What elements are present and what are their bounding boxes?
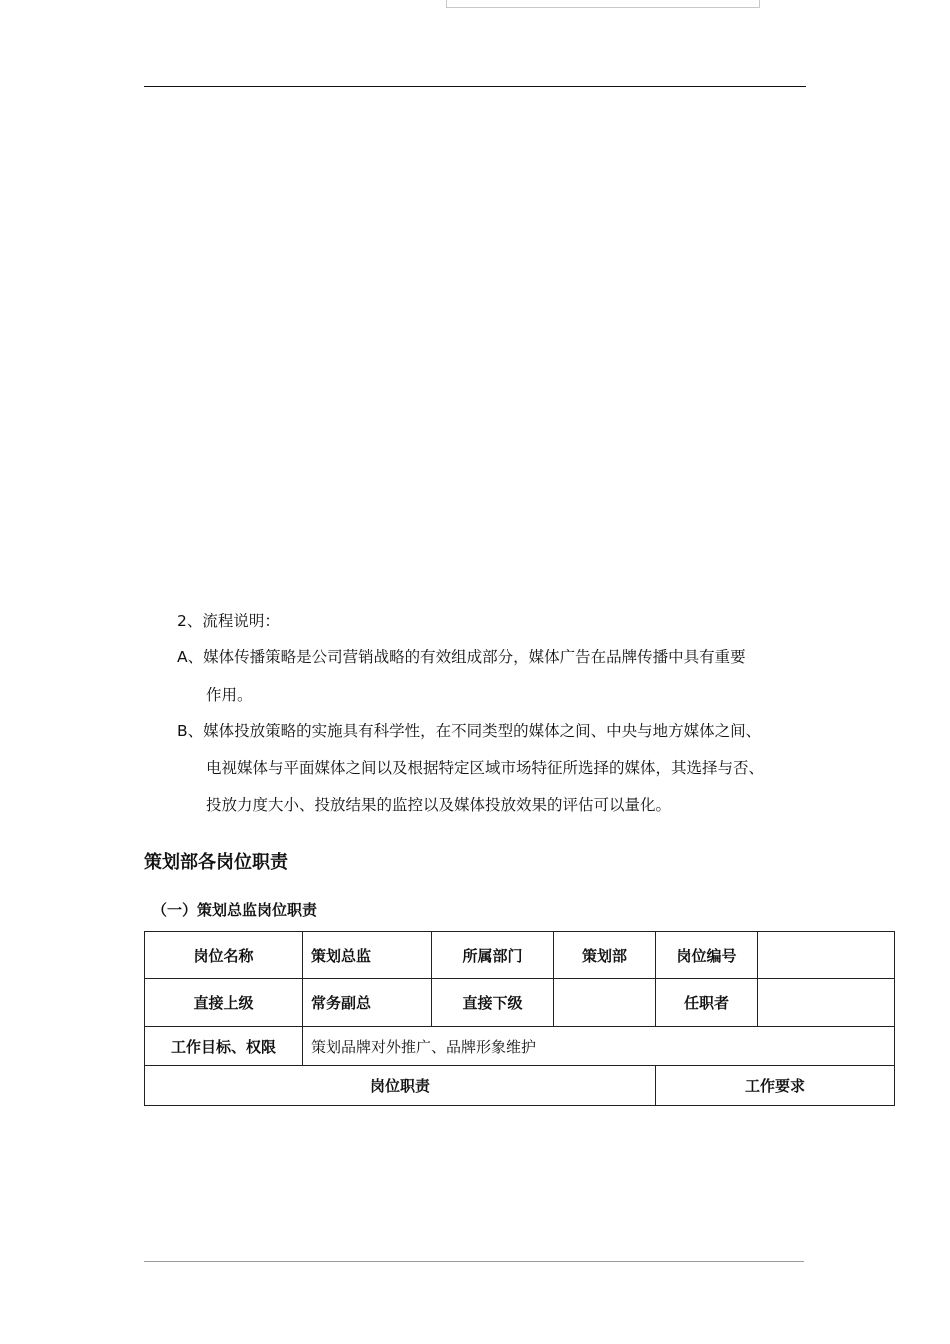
- cell-incumbent-value: [758, 979, 895, 1027]
- process-item-b-line2: 电视媒体与平面媒体之间以及根据特定区域市场特征所选择的媒体，其选择与否、: [206, 759, 765, 777]
- process-heading: 2、流程说明：: [177, 612, 280, 630]
- cell-incumbent-label: 任职者: [656, 979, 758, 1027]
- section-title: 策划部各岗位职责: [144, 852, 288, 873]
- table-row: [145, 932, 895, 979]
- cell-supervisor-value: 常务副总: [303, 979, 432, 1027]
- cell-goals-label: 工作目标、权限: [145, 1027, 303, 1066]
- header-rule: [144, 86, 806, 87]
- footer-rule: [144, 1261, 804, 1262]
- sub-title: （一）策划总监岗位职责: [152, 901, 318, 919]
- table-row: [145, 979, 895, 1027]
- cell-position-name-label: 岗位名称: [145, 932, 303, 979]
- job-duty-table: [144, 931, 895, 1106]
- cell-requirements-header: 工作要求: [656, 1066, 895, 1106]
- header-frame: [446, 0, 760, 8]
- cell-position-name-value: 策划总监: [303, 932, 432, 979]
- cell-goals-value: 策划品牌对外推广、品牌形象维护: [303, 1027, 895, 1066]
- cell-position-code-label: 岗位编号: [656, 932, 758, 979]
- cell-department-value: 策划部: [554, 932, 656, 979]
- cell-subordinate-value: [554, 979, 656, 1027]
- table-row: [145, 1027, 895, 1066]
- cell-subordinate-label: 直接下级: [432, 979, 554, 1027]
- process-item-a-line2: 作用。: [206, 686, 253, 704]
- cell-position-code-value: [758, 932, 895, 979]
- cell-duties-header: 岗位职责: [145, 1066, 656, 1106]
- cell-department-label: 所属部门: [432, 932, 554, 979]
- table-row: [145, 1066, 895, 1106]
- process-item-a-line1: A、媒体传播策略是公司营销战略的有效组成部分，媒体广告在品牌传播中具有重要: [177, 648, 746, 666]
- process-item-b-line1: B、媒体投放策略的实施具有科学性，在不同类型的媒体之间、中央与地方媒体之间、: [177, 722, 762, 740]
- process-item-b-line3: 投放力度大小、投放结果的监控以及媒体投放效果的评估可以量化。: [206, 796, 672, 814]
- cell-supervisor-label: 直接上级: [145, 979, 303, 1027]
